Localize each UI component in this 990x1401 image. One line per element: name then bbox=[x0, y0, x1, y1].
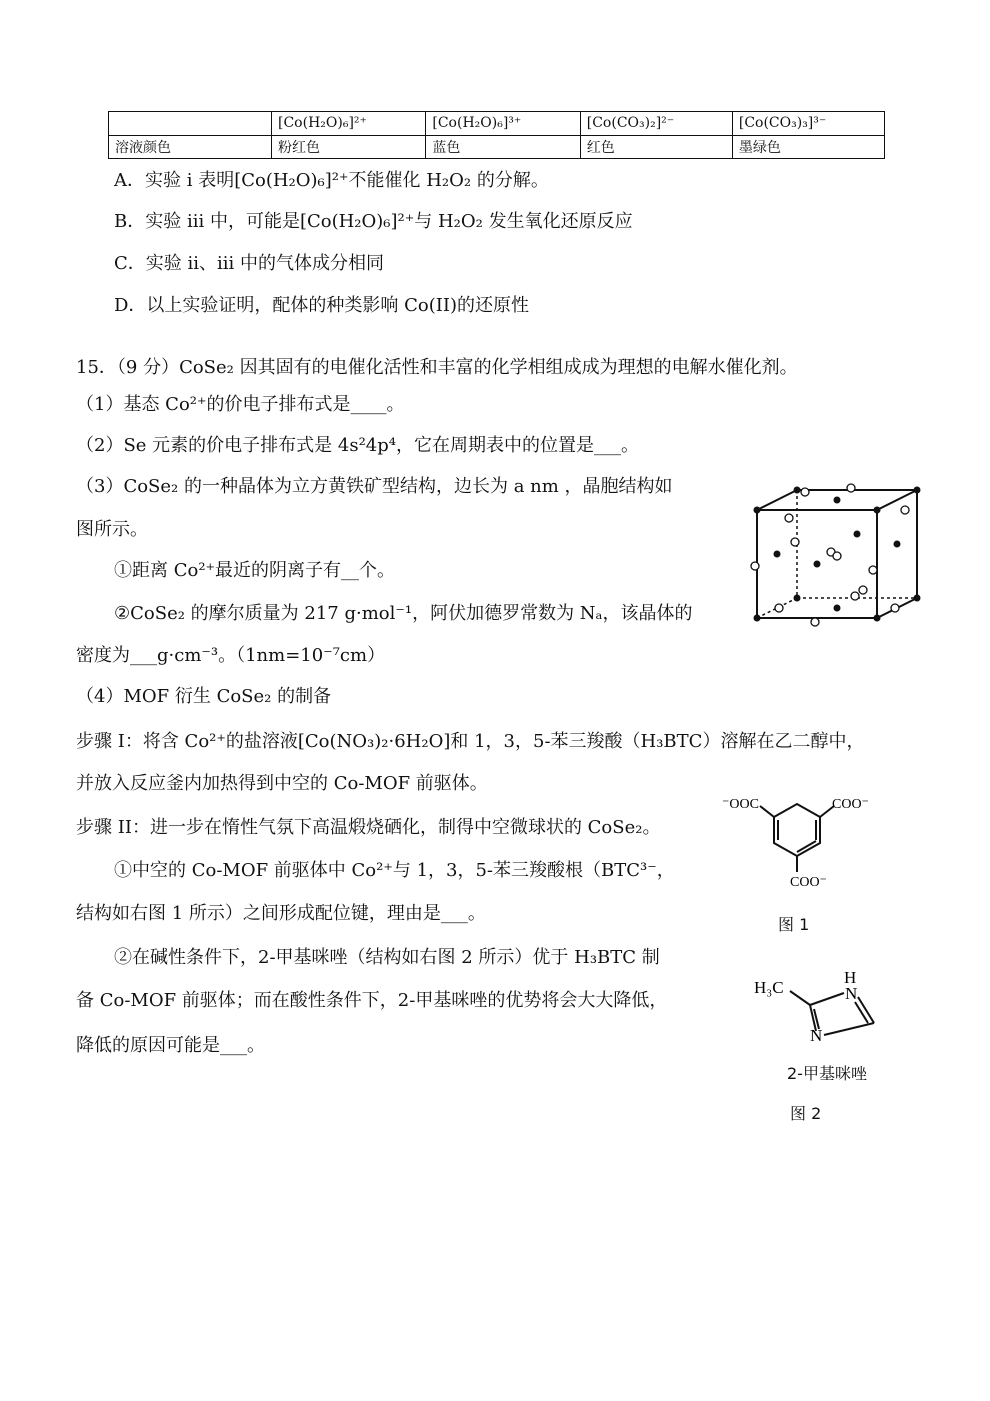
option-b: B．实验 iii 中，可能是[Co(H₂O)₆]²⁺与 H₂O₂ 发生氧化还原反应 bbox=[114, 211, 633, 232]
table-cell: [Co(CO₃)₃]³⁻ bbox=[732, 112, 884, 136]
table-cell: 粉红色 bbox=[272, 135, 426, 159]
q15-part3-c: ①距离 Co²⁺最近的阴离子有__个。 bbox=[114, 560, 396, 581]
q15-part3-e: 密度为___g·cm⁻³。（1nm=10⁻⁷cm） bbox=[76, 645, 386, 666]
figure2-caption: 图 2 bbox=[790, 1104, 822, 1123]
n2-label: N bbox=[810, 1026, 823, 1045]
option-a: A．实验 i 表明[Co(H₂O)₆]²⁺不能催化 H₂O₂ 的分解。 bbox=[114, 170, 549, 191]
q15-part3-a: （3）CoSe₂ 的一种晶体为立方黄铁矿型结构，边长为 a nm ，晶胞结构如 bbox=[76, 476, 673, 497]
q4-sub1-b: 结构如右图 1 所示）之间形成配位键，理由是___。 bbox=[76, 903, 486, 924]
coo-left-label: ⁻OOC bbox=[722, 797, 759, 812]
q4-sub2-a: ②在碱性条件下，2-甲基咪唑（结构如右图 2 所示）优于 H₃BTC 制 bbox=[114, 947, 660, 968]
btc-structure-figure bbox=[720, 790, 880, 890]
q15-part4: （4）MOF 衍生 CoSe₂ 的制备 bbox=[76, 686, 332, 707]
q4-sub1-a: ①中空的 Co-MOF 前驱体中 Co²⁺与 1，3，5-苯三羧酸根（BTC³⁻， bbox=[114, 860, 675, 881]
step2: 步骤 II：进一步在惰性气氛下高温煅烧硒化，制得中空微球状的 CoSe₂。 bbox=[76, 817, 661, 838]
option-d: D．以上实验证明，配体的种类影响 Co(II)的还原性 bbox=[114, 295, 530, 316]
n1-label: N bbox=[845, 984, 858, 1003]
table-cell: [Co(H₂O)₆]³⁺ bbox=[426, 112, 580, 136]
table-cell: 墨绿色 bbox=[732, 135, 884, 159]
unit-cell-figure bbox=[745, 480, 930, 630]
table-cell: 溶液颜色 bbox=[109, 135, 272, 159]
q15-part3-b: 图所示。 bbox=[76, 519, 148, 540]
coo-bottom-label: COO⁻ bbox=[790, 875, 827, 890]
option-c: C．实验 ii、iii 中的气体成分相同 bbox=[114, 253, 384, 274]
methylimidazole-structure-figure bbox=[748, 965, 888, 1045]
q4-sub2-b: 备 Co-MOF 前驱体；而在酸性条件下，2-甲基咪唑的优势将会大大降低， bbox=[76, 990, 668, 1011]
table-cell: [Co(CO₃)₂]²⁻ bbox=[580, 112, 732, 136]
step1-b: 并放入反应釜内加热得到中空的 Co-MOF 前驱体。 bbox=[76, 773, 488, 794]
h-label: H bbox=[844, 968, 857, 987]
table-row bbox=[109, 135, 885, 159]
table-cell: 蓝色 bbox=[426, 135, 580, 159]
q4-sub2-c: 降低的原因可能是___。 bbox=[76, 1035, 265, 1056]
figure2-name: 2-甲基咪唑 bbox=[787, 1064, 867, 1083]
table-cell: 红色 bbox=[580, 135, 732, 159]
h3c-label: H₃C bbox=[754, 978, 784, 997]
q15-part3-d: ②CoSe₂ 的摩尔质量为 217 g·mol⁻¹，阿伏加德罗常数为 Nₐ，该晶体的 bbox=[114, 603, 693, 624]
q15-part2: （2）Se 元素的价电子排布式是 4s²4p⁴，它在周期表中的位置是___。 bbox=[76, 435, 639, 456]
figure1-caption: 图 1 bbox=[778, 915, 810, 934]
color-table bbox=[108, 111, 885, 159]
table-header-row bbox=[109, 112, 885, 136]
q15-part1: （1）基态 Co²⁺的价电子排布式是____。 bbox=[76, 394, 405, 415]
step1-a: 步骤 I：将含 Co²⁺的盐溶液[Co(NO₃)₂·6H₂O]和 1，3，5-苯三羧酸（H₃BTC）溶解在乙二醇中， bbox=[76, 731, 865, 752]
coo-right-label: COO⁻ bbox=[832, 797, 869, 812]
table-cell: [Co(H₂O)₆]²⁺ bbox=[272, 112, 426, 136]
q15-intro: 15．（9 分）CoSe₂ 因其固有的电催化活性和丰富的化学相组成成为理想的电解水催化剂。 bbox=[76, 357, 798, 378]
table-cell bbox=[109, 112, 272, 136]
